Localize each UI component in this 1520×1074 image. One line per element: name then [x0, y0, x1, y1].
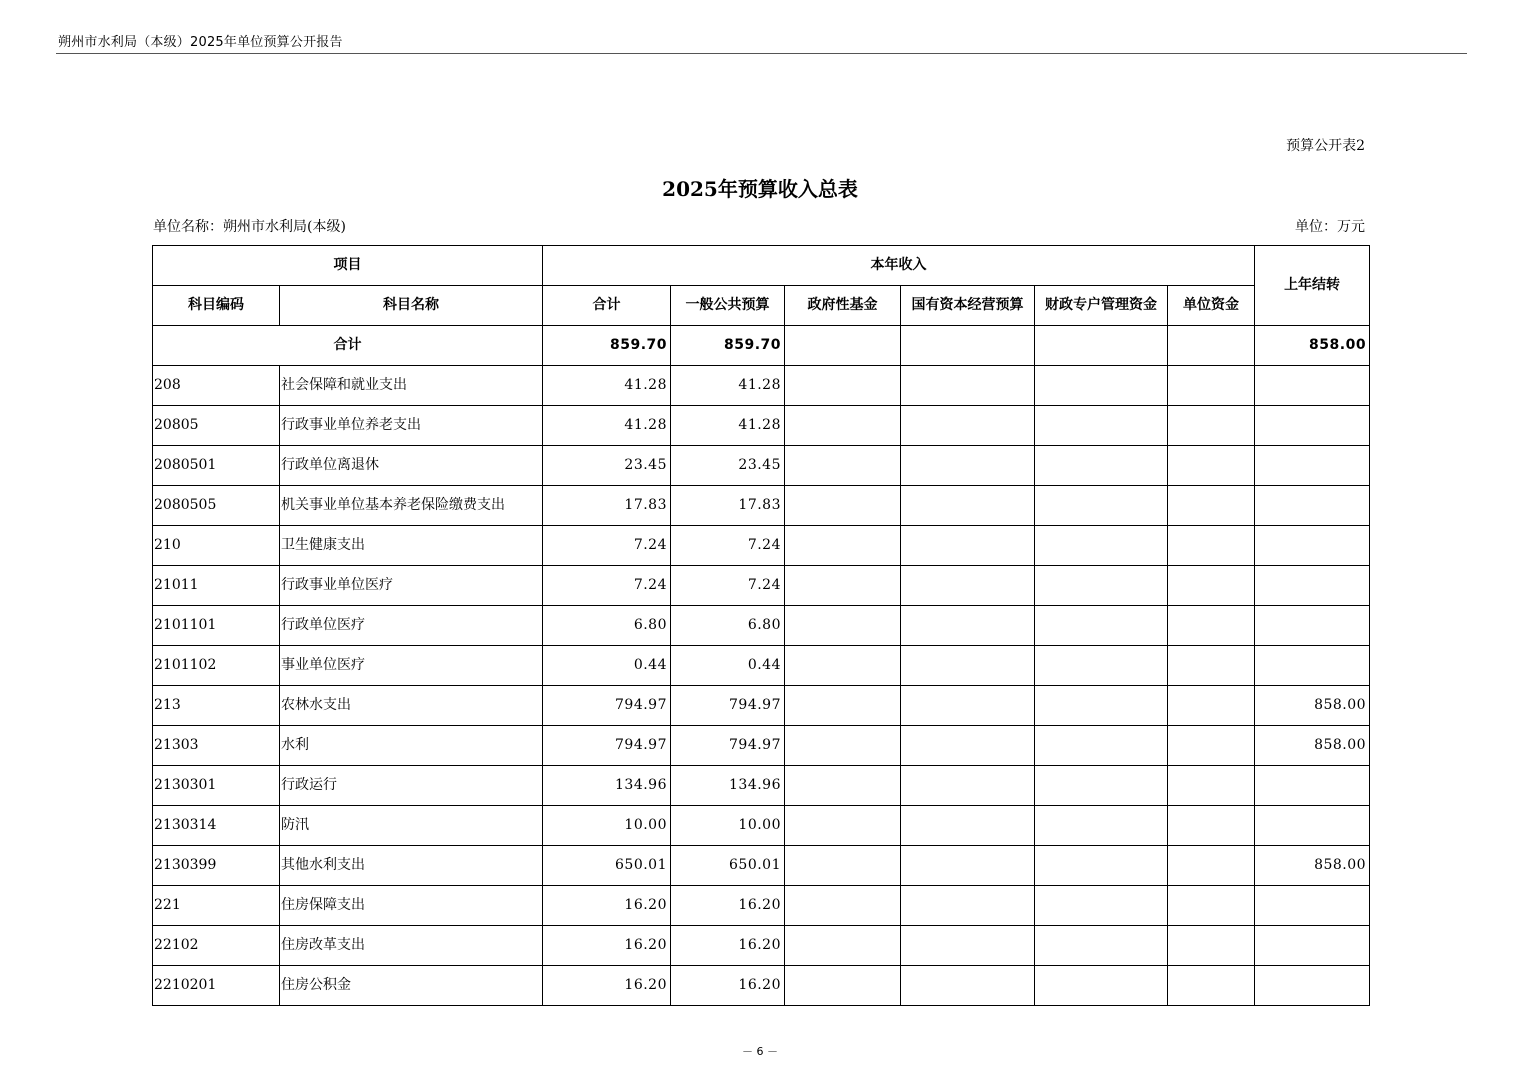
cell-name: 行政运行	[280, 766, 543, 806]
cell-code: 213	[153, 686, 280, 726]
cell-name: 水利	[280, 726, 543, 766]
cell-name: 行政事业单位养老支出	[280, 406, 543, 446]
cell-unit-fund	[1168, 846, 1255, 886]
cell-gov-fund	[785, 806, 901, 846]
cell-code: 2101101	[153, 606, 280, 646]
cell-name: 住房改革支出	[280, 926, 543, 966]
cell-name: 事业单位医疗	[280, 646, 543, 686]
cell-unit-fund	[1168, 646, 1255, 686]
table-row	[153, 606, 1370, 646]
cell-total: 16.20	[543, 966, 671, 1006]
cell-gov-fund	[785, 926, 901, 966]
cell-unit-fund	[1168, 486, 1255, 526]
cell-gov-fund	[785, 886, 901, 926]
cell-total: 7.24	[543, 526, 671, 566]
table-row	[153, 526, 1370, 566]
cell-name: 行政单位离退休	[280, 446, 543, 486]
cell-special	[1035, 766, 1168, 806]
cell-state-capital	[901, 886, 1035, 926]
cell-special	[1035, 726, 1168, 766]
cell-code: 2080505	[153, 486, 280, 526]
cell-gov-fund	[785, 566, 901, 606]
header-subject-name: 科目名称	[280, 286, 543, 326]
cell-gov-fund	[785, 766, 901, 806]
cell-general: 41.28	[671, 406, 785, 446]
cell-last-year: 858.00	[1255, 686, 1370, 726]
cell-total: 10.00	[543, 806, 671, 846]
cell-total: 23.45	[543, 446, 671, 486]
cell-state-capital	[901, 526, 1035, 566]
cell-total: 41.28	[543, 406, 671, 446]
header-special-account: 财政专户管理资金	[1035, 286, 1168, 326]
total-row	[153, 326, 1370, 366]
page-number: － 6 －	[742, 1045, 778, 1058]
cell-total: 16.20	[543, 926, 671, 966]
total-total: 859.70	[543, 326, 671, 366]
cell-code: 208	[153, 366, 280, 406]
cell-special	[1035, 526, 1168, 566]
cell-special	[1035, 926, 1168, 966]
cell-name: 行政事业单位医疗	[280, 566, 543, 606]
cell-last-year	[1255, 486, 1370, 526]
cell-general: 16.20	[671, 926, 785, 966]
header-divider	[56, 53, 1467, 54]
cell-state-capital	[901, 406, 1035, 446]
cell-special	[1035, 446, 1168, 486]
header-government-fund: 政府性基金	[785, 286, 901, 326]
cell-unit-fund	[1168, 406, 1255, 446]
cell-state-capital	[901, 486, 1035, 526]
cell-general: 16.20	[671, 966, 785, 1006]
cell-special	[1035, 886, 1168, 926]
cell-last-year	[1255, 966, 1370, 1006]
cell-general: 794.97	[671, 726, 785, 766]
cell-general: 10.00	[671, 806, 785, 846]
cell-total: 16.20	[543, 886, 671, 926]
cell-code: 20805	[153, 406, 280, 446]
cell-last-year	[1255, 806, 1370, 846]
table-row	[153, 926, 1370, 966]
header-this-year-income: 本年收入	[543, 246, 1255, 286]
cell-unit-fund	[1168, 566, 1255, 606]
cell-unit-fund	[1168, 726, 1255, 766]
cell-gov-fund	[785, 966, 901, 1006]
total-unit-fund	[1168, 326, 1255, 366]
cell-state-capital	[901, 806, 1035, 846]
cell-gov-fund	[785, 646, 901, 686]
cell-last-year	[1255, 886, 1370, 926]
cell-unit-fund	[1168, 886, 1255, 926]
cell-gov-fund	[785, 446, 901, 486]
cell-unit-fund	[1168, 366, 1255, 406]
cell-code: 2080501	[153, 446, 280, 486]
table-row	[153, 446, 1370, 486]
cell-special	[1035, 966, 1168, 1006]
cell-gov-fund	[785, 526, 901, 566]
cell-total: 794.97	[543, 686, 671, 726]
header-last-year-carryover: 上年结转	[1255, 246, 1370, 326]
cell-last-year	[1255, 566, 1370, 606]
table-row	[153, 846, 1370, 886]
unit-name: 单位名称：朔州市水利局(本级)	[153, 219, 346, 235]
cell-gov-fund	[785, 686, 901, 726]
cell-unit-fund	[1168, 686, 1255, 726]
header-item: 项目	[153, 246, 543, 286]
header-subject-code: 科目编码	[153, 286, 280, 326]
cell-name: 其他水利支出	[280, 846, 543, 886]
cell-special	[1035, 646, 1168, 686]
table-row	[153, 406, 1370, 446]
cell-last-year	[1255, 366, 1370, 406]
cell-code: 21011	[153, 566, 280, 606]
cell-special	[1035, 406, 1168, 446]
cell-state-capital	[901, 926, 1035, 966]
cell-gov-fund	[785, 846, 901, 886]
cell-last-year	[1255, 406, 1370, 446]
cell-special	[1035, 486, 1168, 526]
cell-unit-fund	[1168, 526, 1255, 566]
report-header: 朔州市水利局（本级）2025年单位预算公开报告	[58, 35, 343, 50]
cell-gov-fund	[785, 486, 901, 526]
cell-code: 22102	[153, 926, 280, 966]
cell-last-year	[1255, 526, 1370, 566]
total-gov-fund	[785, 326, 901, 366]
table-row	[153, 766, 1370, 806]
header-state-capital: 国有资本经营预算	[901, 286, 1035, 326]
cell-special	[1035, 806, 1168, 846]
cell-total: 7.24	[543, 566, 671, 606]
cell-state-capital	[901, 686, 1035, 726]
cell-total: 0.44	[543, 646, 671, 686]
table-row	[153, 726, 1370, 766]
cell-last-year	[1255, 606, 1370, 646]
cell-unit-fund	[1168, 806, 1255, 846]
cell-special	[1035, 686, 1168, 726]
cell-state-capital	[901, 646, 1035, 686]
table-row	[153, 806, 1370, 846]
cell-general: 16.20	[671, 886, 785, 926]
cell-state-capital	[901, 446, 1035, 486]
table-number: 预算公开表2	[1286, 138, 1365, 154]
cell-last-year	[1255, 646, 1370, 686]
cell-unit-fund	[1168, 606, 1255, 646]
table-row	[153, 646, 1370, 686]
cell-total: 794.97	[543, 726, 671, 766]
cell-state-capital	[901, 606, 1035, 646]
cell-state-capital	[901, 366, 1035, 406]
cell-unit-fund	[1168, 446, 1255, 486]
table-row	[153, 686, 1370, 726]
cell-unit-fund	[1168, 766, 1255, 806]
cell-gov-fund	[785, 366, 901, 406]
cell-gov-fund	[785, 406, 901, 446]
cell-code: 2101102	[153, 646, 280, 686]
cell-total: 6.80	[543, 606, 671, 646]
cell-code: 2130301	[153, 766, 280, 806]
cell-total: 17.83	[543, 486, 671, 526]
cell-name: 农林水支出	[280, 686, 543, 726]
cell-state-capital	[901, 566, 1035, 606]
cell-last-year	[1255, 926, 1370, 966]
cell-special	[1035, 846, 1168, 886]
header-general-budget: 一般公共预算	[671, 286, 785, 326]
cell-name: 社会保障和就业支出	[280, 366, 543, 406]
total-general: 859.70	[671, 326, 785, 366]
cell-general: 7.24	[671, 526, 785, 566]
header-unit-fund: 单位资金	[1168, 286, 1255, 326]
cell-general: 6.80	[671, 606, 785, 646]
cell-general: 17.83	[671, 486, 785, 526]
cell-state-capital	[901, 766, 1035, 806]
cell-general: 41.28	[671, 366, 785, 406]
cell-last-year	[1255, 446, 1370, 486]
unit-measure: 单位：万元	[1295, 219, 1365, 235]
cell-general: 0.44	[671, 646, 785, 686]
table-row	[153, 966, 1370, 1006]
cell-last-year: 858.00	[1255, 726, 1370, 766]
cell-general: 23.45	[671, 446, 785, 486]
cell-code: 2210201	[153, 966, 280, 1006]
cell-name: 卫生健康支出	[280, 526, 543, 566]
cell-name: 行政单位医疗	[280, 606, 543, 646]
cell-special	[1035, 366, 1168, 406]
table-row	[153, 486, 1370, 526]
cell-unit-fund	[1168, 926, 1255, 966]
cell-gov-fund	[785, 606, 901, 646]
cell-general: 794.97	[671, 686, 785, 726]
cell-code: 2130314	[153, 806, 280, 846]
cell-general: 7.24	[671, 566, 785, 606]
total-special	[1035, 326, 1168, 366]
cell-code: 21303	[153, 726, 280, 766]
cell-code: 2130399	[153, 846, 280, 886]
cell-last-year: 858.00	[1255, 846, 1370, 886]
cell-special	[1035, 606, 1168, 646]
table-row	[153, 566, 1370, 606]
cell-total: 650.01	[543, 846, 671, 886]
table-row	[153, 886, 1370, 926]
total-label: 合计	[153, 326, 543, 366]
budget-income-table	[152, 245, 1370, 1006]
cell-total: 41.28	[543, 366, 671, 406]
cell-special	[1035, 566, 1168, 606]
cell-name: 住房公积金	[280, 966, 543, 1006]
cell-name: 住房保障支出	[280, 886, 543, 926]
cell-code: 221	[153, 886, 280, 926]
total-last-year: 858.00	[1255, 326, 1370, 366]
cell-last-year	[1255, 766, 1370, 806]
cell-general: 134.96	[671, 766, 785, 806]
cell-state-capital	[901, 726, 1035, 766]
cell-gov-fund	[785, 726, 901, 766]
cell-name: 防汛	[280, 806, 543, 846]
cell-unit-fund	[1168, 966, 1255, 1006]
header-total: 合计	[543, 286, 671, 326]
cell-name: 机关事业单位基本养老保险缴费支出	[280, 486, 543, 526]
cell-total: 134.96	[543, 766, 671, 806]
table-row	[153, 366, 1370, 406]
cell-state-capital	[901, 966, 1035, 1006]
page-title: 2025年预算收入总表	[662, 177, 858, 201]
cell-code: 210	[153, 526, 280, 566]
cell-general: 650.01	[671, 846, 785, 886]
cell-state-capital	[901, 846, 1035, 886]
total-state-capital	[901, 326, 1035, 366]
